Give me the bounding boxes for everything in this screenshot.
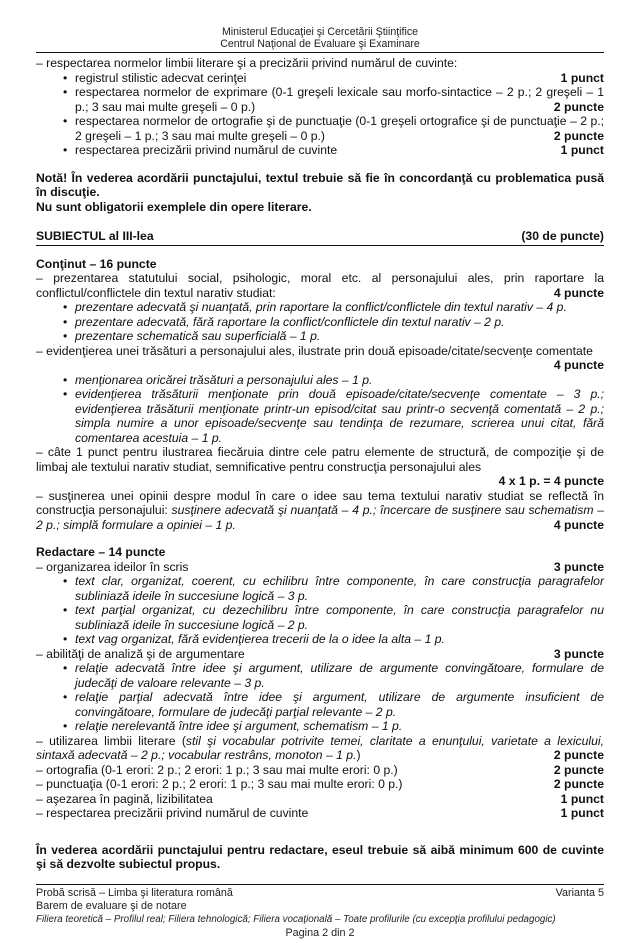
bullet-icon: • [63, 603, 68, 618]
footer-exam-name: Probă scrisă – Limba şi literatura română [36, 887, 233, 899]
criterion-text: text parţial organizat, cu dezechilibru între componente, în care construcţia paragrafelor nu subliniază ideile în succesiune logică – 2 p. [75, 603, 604, 632]
criterion-item [36, 792, 604, 807]
bullet-icon: • [63, 574, 68, 589]
bullet-icon: • [63, 387, 68, 402]
center-name: Centrul Naţional de Evaluare şi Examinare [220, 38, 420, 51]
criterion-text: text clar, organizat, coerent, cu echilibru între componente, în care construcţia paragrafelor subliniază ideile în succesiune logică – 3 p. [75, 574, 604, 603]
bullet-icon: • [63, 372, 68, 387]
criterion-bullet [36, 387, 604, 445]
bullet-icon: • [63, 661, 68, 676]
criterion-text: evidenţierea trăsăturii menţionate prin două episoade/citate/secvenţe comentate – 3 p.; evidenţierea trăsăturii menţionate printr-un episod/citat sau printr-o secvenţă comentată – 2 p.; simpla numire a unor episoade/secvenţe sau tendinţa de rezumare, scrierea unui citat, fără comentarea acestuia – 1 p. [75, 387, 604, 445]
criterion-text: – respectarea precizării privind numărul de cuvinte [36, 806, 309, 821]
bullet-icon: • [63, 314, 68, 329]
subject-title: SUBIECTUL al III-lea [36, 229, 154, 244]
criterion-text: – aşezarea în pagină, lizibilitatea [36, 791, 213, 806]
bullet-icon: • [63, 719, 68, 734]
points-value: 3 puncte [553, 559, 604, 574]
points-value: 3 puncte [553, 646, 604, 661]
final-note [36, 843, 604, 872]
criterion-item [36, 763, 604, 778]
points-value: 4 puncte [553, 285, 604, 300]
criterion-text: respectarea normelor de exprimare (0-1 greşeli lexicale sau morfo-sintactice – 2 p.; 2 greşeli – 1 p.; 3 sau mai multe greşeli – 0 p.) [75, 85, 604, 114]
points-value: 1 punct [560, 791, 604, 806]
criterion-bullet [36, 315, 604, 330]
criterion-bullet [36, 300, 604, 315]
points-value: 2 puncte [553, 128, 604, 143]
criterion-text: respectarea precizării privind numărul de cuvinte [75, 143, 338, 158]
points-value: 4 puncte [553, 358, 604, 373]
criterion-text: prezentare adecvată, fără raportare la conflict/conflictele din textul narativ – 2 p. [75, 314, 505, 329]
points-value: 4 x 1 p. = 4 puncte [498, 474, 604, 489]
heading-text: Redactare – 14 puncte [36, 545, 166, 560]
criterion-text: menţionarea oricărei trăsături a personajului ales – 1 p. [75, 372, 373, 387]
bullet-icon: • [63, 114, 68, 129]
section-heading-continut [36, 257, 604, 272]
criterion-text: respectarea normelor de ortografie şi de punctuaţie (0-1 greşeli ortografice şi de punctuaţie – 2 p.; 2 greşeli – 1 p.; 3 sau mai multe greşeli – 0 p.) [75, 114, 604, 143]
criterion-bullet [36, 661, 604, 690]
criterion-item [36, 271, 604, 300]
note-text: Nu sunt obligatorii exemplele din opere literare. [36, 199, 312, 214]
criterion-bullet [36, 114, 604, 143]
criterion-text: text vag organizat, fără evidenţierea trecerii de la o idee la alta – 1 p. [75, 632, 445, 647]
criterion-text: – utilizarea limbii literare ( [36, 733, 186, 748]
bullet-icon: • [63, 632, 68, 647]
criterion-text: – prezentarea statutului social, psihologic, moral etc. al personajului ales, prin raportare la conflictul/conflictele din textul narativ studiat: [36, 271, 604, 300]
bullet-icon: • [63, 690, 68, 705]
footer-variant: Varianta 5 [555, 887, 604, 899]
footer-page-number: Pagina 2 din 2 [285, 926, 355, 939]
subject-points: (30 de puncte) [521, 229, 604, 244]
points-line [36, 474, 604, 489]
criterion-bullet [36, 143, 604, 158]
criterion-bullet [36, 574, 604, 603]
criterion-text: – organizarea ideilor în scris [36, 559, 189, 574]
points-value: 2 puncte [553, 762, 604, 777]
criterion-text: relaţie adecvată între idee şi argument, utilizare de argumente convingătoare, formulare de judecăţi de valoare relevante – 3 p. [75, 661, 604, 690]
points-value: 2 puncte [553, 748, 604, 763]
criterion-item [36, 777, 604, 792]
points-value: 1 punct [560, 143, 604, 158]
page-footer [36, 884, 604, 940]
criterion-bullet [36, 373, 604, 388]
criterion-item [36, 344, 604, 373]
subject-header [36, 229, 604, 246]
section-heading-redactare [36, 545, 604, 560]
document-body [36, 56, 604, 872]
footer-row [36, 887, 604, 900]
note-text: Notă! În vederea acordării punctajului, textul trebuie să fie în concordanţă cu problematica pusă în discuţie. [36, 170, 604, 200]
points-value: 1 punct [560, 70, 604, 85]
points-value: 2 puncte [553, 777, 604, 792]
criterion-item [36, 647, 604, 662]
criterion-bullet [36, 719, 604, 734]
footer-filiera: Filiera teoretică – Profilul real; Filiera tehnologică; Filiera vocaţională – Toate profilurile (cu excepţia profilului pedagogic) [36, 914, 556, 926]
criterion-text: ) [356, 748, 361, 763]
note-paragraph [36, 171, 604, 200]
criterion-item [36, 806, 604, 821]
points-value: 2 puncte [553, 99, 604, 114]
criterion-text: – ortografia (0-1 erori: 2 p.; 2 erori: 1 p.; 3 sau mai multe erori: 0 p.) [36, 762, 398, 777]
criterion-text: – punctuaţia (0-1 erori: 2 p.; 2 erori: 1 p.; 3 sau mai multe erori: 0 p.) [36, 777, 403, 792]
criterion-item [36, 734, 604, 763]
bullet-icon: • [63, 300, 68, 315]
criterion-text: – câte 1 punct pentru ilustrarea fiecăruia dintre cele patru elemente de structură, de compoziţie şi de limbaj ale textului narativ studiat, semnificative pentru construcţia personajului ales [36, 445, 604, 474]
criterion-bullet [36, 603, 604, 632]
note-paragraph [36, 200, 604, 215]
criterion-bullet [36, 71, 604, 86]
header-divider [36, 52, 604, 53]
criterion-text: – respectarea normelor limbii literare şi a precizării privind numărul de cuvinte: [36, 56, 458, 71]
page-header [0, 0, 640, 50]
criterion-text: prezentare schematică sau superficială – 1 p. [75, 329, 321, 344]
criterion-text-italic: stil şi vocabular potrivite temei, claritate a enunţului, varietate a lexicului, sintaxă adecvată – 2 p.; vocabular restrâns, monoton – 1 p. [36, 733, 604, 763]
heading-text: Conţinut – 16 puncte [36, 256, 157, 271]
criterion-text: relaţie parţial adecvată între idee şi argument, utilizare de argumente insuficient de convingătoare, formulare de judecăţi parţial relevante – 2 p. [75, 690, 604, 719]
bullet-icon: • [63, 143, 68, 158]
note-text: În vederea acordării punctajului pentru redactare, eseul trebuie să aibă minimum 600 de cuvinte şi să dezvolte subiectul propus. [36, 842, 604, 872]
criterion-text: – abilităţi de analiză şi de argumentare [36, 646, 245, 661]
points-value: 4 puncte [553, 517, 604, 532]
ministry-name: Ministerul Educaţiei şi Cercetării Ştiinţifice [221, 26, 419, 38]
criterion-text: – susţinerea unei opinii despre modul în care o idee sau tema textului narativ studiat se reflectă în construcţia personajului: [36, 488, 604, 518]
criterion-text: registrul stilistic adecvat cerinţei [75, 70, 247, 85]
criterion-bullet [36, 632, 604, 647]
criterion-item [36, 489, 604, 533]
criterion-bullet [36, 85, 604, 114]
bullet-icon: • [63, 85, 68, 100]
criterion-text-italic: susţinere adecvată şi nuanţată – 4 p.; încercare de susţinere sau schematism – 2 p.; simplă formulare a opiniei – 1 p. [36, 503, 604, 532]
criterion-item [36, 560, 604, 575]
footer-barem: Barem de evaluare şi de notare [36, 900, 187, 913]
criterion-text: – evidenţierea unei trăsături a personajului ales, ilustrate prin două episoade/citate/secvenţe comentate [36, 343, 593, 358]
criterion-item [36, 445, 604, 474]
points-value: 1 punct [560, 806, 604, 821]
criterion-text: relaţie nerelevantă între idee şi argument, schematism – 1 p. [75, 719, 403, 734]
bullet-icon: • [63, 329, 68, 344]
criterion-bullet [36, 329, 604, 344]
criterion-text: prezentare adecvată şi nuanţată, prin raportare la conflict/conflictele din textul narativ – 4 p. [75, 300, 567, 315]
criterion-intro [36, 56, 604, 71]
bullet-icon: • [63, 70, 68, 85]
criterion-bullet [36, 690, 604, 719]
